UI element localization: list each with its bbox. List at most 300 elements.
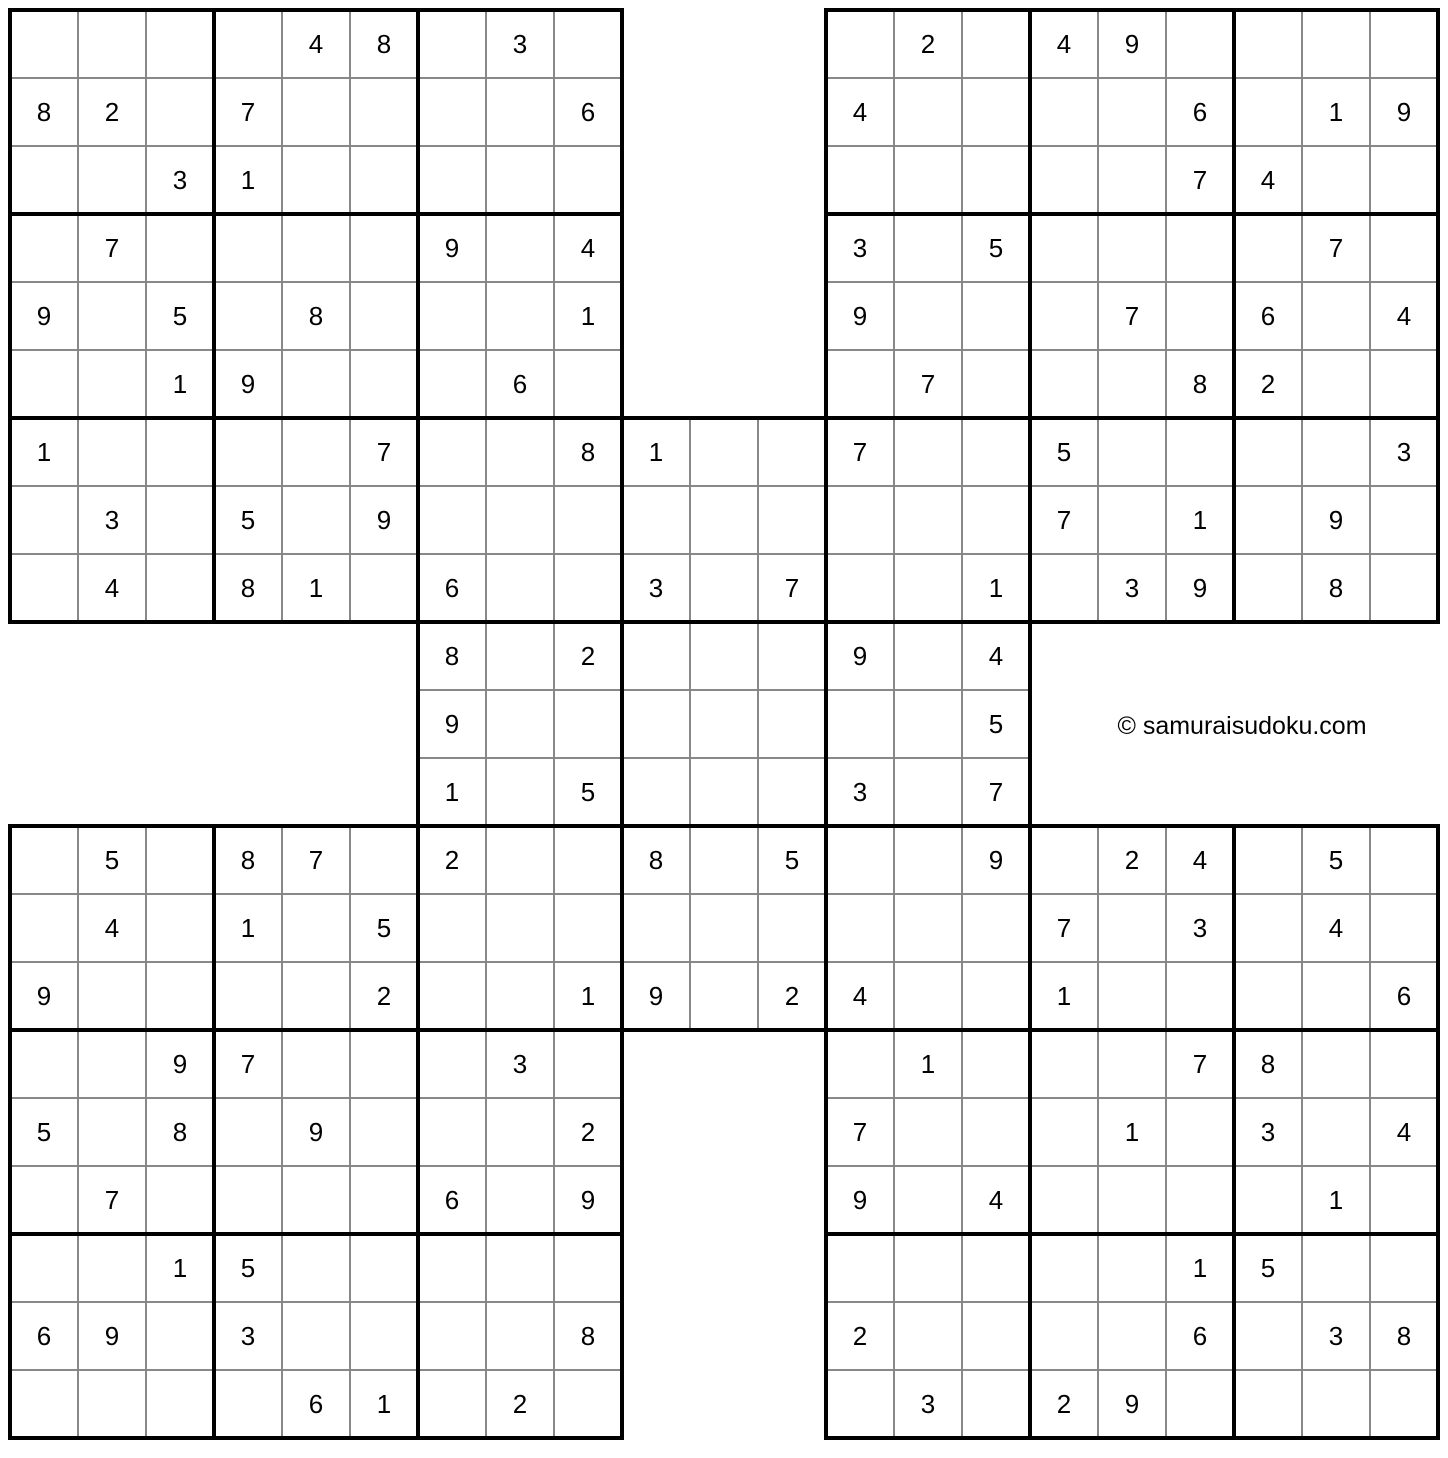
sudoku-cell[interactable] — [1030, 282, 1098, 350]
sudoku-cell[interactable] — [894, 1098, 962, 1166]
sudoku-cell[interactable] — [894, 78, 962, 146]
given-digit: 2 — [580, 641, 596, 671]
given-digit: 2 — [1124, 845, 1140, 875]
sudoku-cell[interactable] — [826, 894, 894, 962]
sudoku-cell[interactable] — [1234, 214, 1302, 282]
given-digit: 4 — [1396, 1117, 1412, 1147]
sudoku-cell[interactable] — [826, 1030, 894, 1098]
sudoku-cell[interactable] — [1234, 962, 1302, 1030]
sudoku-cell[interactable] — [350, 1234, 418, 1302]
sudoku-cell[interactable] — [690, 554, 758, 622]
sudoku-cell[interactable] — [758, 690, 826, 758]
sudoku-cell[interactable] — [282, 894, 350, 962]
sudoku-cell[interactable] — [486, 418, 554, 486]
sudoku-cell[interactable] — [10, 214, 78, 282]
sudoku-cell[interactable] — [962, 146, 1030, 214]
sudoku-cell[interactable] — [826, 554, 894, 622]
sudoku-cell[interactable] — [146, 78, 214, 146]
sudoku-cell[interactable] — [486, 758, 554, 826]
sudoku-cell[interactable] — [690, 826, 758, 894]
sudoku-cell[interactable] — [1234, 1370, 1302, 1438]
sudoku-cell[interactable] — [1370, 1166, 1438, 1234]
sudoku-cell[interactable] — [894, 282, 962, 350]
sudoku-cell[interactable] — [10, 1370, 78, 1438]
sudoku-cell[interactable] — [1030, 1098, 1098, 1166]
sudoku-cell[interactable] — [1098, 350, 1166, 418]
sudoku-cell[interactable] — [894, 146, 962, 214]
sudoku-cell[interactable] — [962, 78, 1030, 146]
sudoku-cell[interactable] — [894, 1234, 962, 1302]
sudoku-cell[interactable] — [1370, 10, 1438, 78]
sudoku-cell[interactable] — [1030, 554, 1098, 622]
sudoku-cell[interactable] — [350, 146, 418, 214]
sudoku-cell[interactable] — [282, 418, 350, 486]
sudoku-cell[interactable] — [146, 1166, 214, 1234]
sudoku-cell[interactable] — [10, 486, 78, 554]
given-digit: 3 — [1124, 573, 1140, 603]
sudoku-cell[interactable] — [690, 486, 758, 554]
sudoku-cell[interactable] — [962, 418, 1030, 486]
sudoku-cell[interactable] — [1098, 1234, 1166, 1302]
sudoku-cell[interactable] — [690, 418, 758, 486]
sudoku-cell[interactable] — [554, 146, 622, 214]
sudoku-cell[interactable] — [1166, 1098, 1234, 1166]
given-digit: 6 — [1396, 981, 1412, 1011]
sudoku-cell[interactable] — [146, 894, 214, 962]
sudoku-cell[interactable] — [418, 350, 486, 418]
sudoku-cell[interactable] — [418, 486, 486, 554]
sudoku-cell[interactable] — [894, 214, 962, 282]
given-digit: 9 — [1328, 505, 1344, 535]
sudoku-cell[interactable] — [486, 1302, 554, 1370]
sudoku-cell[interactable] — [1166, 418, 1234, 486]
sudoku-cell[interactable] — [1234, 486, 1302, 554]
sudoku-cell[interactable] — [1030, 1030, 1098, 1098]
given-digit: 1 — [240, 913, 256, 943]
given-digit: 8 — [36, 97, 52, 127]
sudoku-cell[interactable] — [78, 350, 146, 418]
given-digit: 1 — [580, 981, 596, 1011]
sudoku-cell[interactable] — [486, 690, 554, 758]
given-digit: 7 — [104, 1185, 120, 1215]
sudoku-cell[interactable] — [78, 1370, 146, 1438]
sudoku-cell[interactable] — [1098, 214, 1166, 282]
sudoku-cell[interactable] — [214, 962, 282, 1030]
sudoku-cell[interactable] — [1030, 1234, 1098, 1302]
sudoku-cell[interactable] — [758, 758, 826, 826]
sudoku-cell[interactable] — [1234, 554, 1302, 622]
sudoku-cell[interactable] — [962, 1234, 1030, 1302]
given-digit: 7 — [308, 845, 324, 875]
sudoku-cell[interactable] — [214, 214, 282, 282]
sudoku-cell[interactable] — [418, 1234, 486, 1302]
sudoku-cell[interactable] — [826, 826, 894, 894]
sudoku-cell[interactable] — [146, 554, 214, 622]
sudoku-cell[interactable] — [622, 894, 690, 962]
sudoku-cell[interactable] — [214, 1370, 282, 1438]
sudoku-cell[interactable] — [78, 10, 146, 78]
sudoku-cell[interactable] — [282, 486, 350, 554]
sudoku-cell[interactable] — [894, 418, 962, 486]
sudoku-cell[interactable] — [554, 894, 622, 962]
sudoku-cell[interactable] — [418, 282, 486, 350]
sudoku-cell[interactable] — [350, 1030, 418, 1098]
sudoku-cell[interactable] — [1234, 418, 1302, 486]
sudoku-cell[interactable] — [758, 486, 826, 554]
given-digit: 4 — [988, 641, 1004, 671]
sudoku-cell[interactable] — [1370, 350, 1438, 418]
given-digit: 5 — [988, 709, 1004, 739]
given-digit: 8 — [240, 845, 256, 875]
sudoku-cell[interactable] — [350, 350, 418, 418]
sudoku-cell[interactable] — [1030, 350, 1098, 418]
sudoku-cell[interactable] — [962, 894, 1030, 962]
sudoku-cell[interactable] — [486, 486, 554, 554]
sudoku-cell[interactable] — [214, 10, 282, 78]
sudoku-cell[interactable] — [486, 622, 554, 690]
given-digit: 6 — [1260, 301, 1276, 331]
sudoku-cell[interactable] — [350, 78, 418, 146]
sudoku-cell[interactable] — [486, 214, 554, 282]
given-digit: 5 — [1260, 1253, 1276, 1283]
sudoku-cell[interactable] — [418, 10, 486, 78]
sudoku-cell[interactable] — [350, 826, 418, 894]
sudoku-cell[interactable] — [1370, 894, 1438, 962]
sudoku-cell[interactable] — [962, 282, 1030, 350]
sudoku-cell[interactable] — [1234, 894, 1302, 962]
sudoku-cell[interactable] — [1098, 418, 1166, 486]
sudoku-cell[interactable] — [10, 146, 78, 214]
given-digit: 5 — [240, 505, 256, 535]
sudoku-cell[interactable] — [1370, 146, 1438, 214]
sudoku-cell[interactable] — [282, 78, 350, 146]
sudoku-cell[interactable] — [1166, 1370, 1234, 1438]
given-digit: 9 — [308, 1117, 324, 1147]
given-digit: 4 — [1260, 165, 1276, 195]
sudoku-cell[interactable] — [690, 622, 758, 690]
sudoku-cell[interactable] — [1234, 826, 1302, 894]
sudoku-cell[interactable] — [78, 1098, 146, 1166]
given-digit: 2 — [104, 97, 120, 127]
sudoku-cell[interactable] — [1302, 350, 1370, 418]
sudoku-cell[interactable] — [418, 962, 486, 1030]
sudoku-cell[interactable] — [826, 1234, 894, 1302]
sudoku-cell[interactable] — [1166, 10, 1234, 78]
given-digit: 3 — [1192, 913, 1208, 943]
given-digit: 9 — [648, 981, 664, 1011]
sudoku-cell[interactable] — [554, 10, 622, 78]
given-digit: 3 — [648, 573, 664, 603]
sudoku-cell[interactable] — [214, 1166, 282, 1234]
sudoku-cell[interactable] — [10, 554, 78, 622]
sudoku-cell[interactable] — [418, 1370, 486, 1438]
sudoku-cell[interactable] — [1166, 214, 1234, 282]
given-digit: 3 — [852, 233, 868, 263]
sudoku-cell[interactable] — [826, 690, 894, 758]
sudoku-cell[interactable] — [758, 622, 826, 690]
sudoku-cell[interactable] — [1166, 282, 1234, 350]
sudoku-cell[interactable] — [962, 10, 1030, 78]
sudoku-cell[interactable] — [1098, 78, 1166, 146]
sudoku-cell[interactable] — [894, 486, 962, 554]
sudoku-cell[interactable] — [486, 962, 554, 1030]
sudoku-cell[interactable] — [282, 146, 350, 214]
given-digit: 1 — [580, 301, 596, 331]
sudoku-cell[interactable] — [418, 894, 486, 962]
sudoku-cell[interactable] — [486, 1098, 554, 1166]
sudoku-cell[interactable] — [690, 962, 758, 1030]
given-digit: 6 — [308, 1389, 324, 1419]
sudoku-cell[interactable] — [350, 1302, 418, 1370]
sudoku-cell[interactable] — [1098, 1166, 1166, 1234]
sudoku-cell[interactable] — [350, 214, 418, 282]
sudoku-cell[interactable] — [350, 282, 418, 350]
given-digit: 5 — [36, 1117, 52, 1147]
sudoku-cell[interactable] — [146, 10, 214, 78]
sudoku-cell[interactable] — [1098, 894, 1166, 962]
sudoku-cell[interactable] — [78, 1234, 146, 1302]
sudoku-cell[interactable] — [350, 554, 418, 622]
sudoku-cell[interactable] — [554, 690, 622, 758]
sudoku-cell[interactable] — [282, 350, 350, 418]
sudoku-cell[interactable] — [554, 554, 622, 622]
sudoku-cell[interactable] — [146, 486, 214, 554]
sudoku-cell[interactable] — [214, 282, 282, 350]
sudoku-cell[interactable] — [78, 146, 146, 214]
sudoku-cell[interactable] — [146, 962, 214, 1030]
sudoku-cell[interactable] — [78, 282, 146, 350]
given-digit: 8 — [580, 1321, 596, 1351]
given-digit: 7 — [1056, 505, 1072, 535]
sudoku-cell[interactable] — [146, 418, 214, 486]
sudoku-cell[interactable] — [282, 214, 350, 282]
given-digit: 1 — [444, 777, 460, 807]
sudoku-cell[interactable] — [1302, 418, 1370, 486]
given-digit: 1 — [920, 1049, 936, 1079]
sudoku-cell[interactable] — [1234, 1166, 1302, 1234]
sudoku-cell[interactable] — [1234, 78, 1302, 146]
sudoku-cell[interactable] — [826, 486, 894, 554]
sudoku-cell[interactable] — [78, 1030, 146, 1098]
given-digit: 7 — [1192, 165, 1208, 195]
sudoku-cell[interactable] — [486, 146, 554, 214]
given-digit: 9 — [172, 1049, 188, 1079]
given-digit: 6 — [1192, 1321, 1208, 1351]
sudoku-cell[interactable] — [1098, 486, 1166, 554]
sudoku-cell[interactable] — [1030, 1166, 1098, 1234]
sudoku-cell[interactable] — [418, 78, 486, 146]
given-digit: 4 — [1192, 845, 1208, 875]
sudoku-cell[interactable] — [1098, 962, 1166, 1030]
sudoku-cell[interactable] — [1098, 1030, 1166, 1098]
sudoku-cell[interactable] — [554, 486, 622, 554]
sudoku-cell[interactable] — [962, 486, 1030, 554]
sudoku-cell[interactable] — [1370, 1030, 1438, 1098]
sudoku-cell[interactable] — [1098, 1302, 1166, 1370]
sudoku-cell[interactable] — [1166, 1166, 1234, 1234]
sudoku-cell[interactable] — [690, 758, 758, 826]
sudoku-cell[interactable] — [282, 1234, 350, 1302]
sudoku-cell[interactable] — [486, 554, 554, 622]
sudoku-cell[interactable] — [894, 826, 962, 894]
sudoku-cell[interactable] — [146, 214, 214, 282]
given-digit: 5 — [240, 1253, 256, 1283]
sudoku-cell[interactable] — [1302, 10, 1370, 78]
sudoku-cell[interactable] — [214, 418, 282, 486]
given-digit: 1 — [1192, 1253, 1208, 1283]
sudoku-cell[interactable] — [282, 962, 350, 1030]
sudoku-cell[interactable] — [894, 622, 962, 690]
sudoku-cell[interactable] — [10, 10, 78, 78]
sudoku-cell[interactable] — [10, 1234, 78, 1302]
given-digit: 3 — [104, 505, 120, 535]
given-digit: 7 — [1056, 913, 1072, 943]
given-digit: 7 — [376, 437, 392, 467]
given-digit: 7 — [240, 97, 256, 127]
given-digit: 1 — [1192, 505, 1208, 535]
sudoku-cell[interactable] — [10, 1030, 78, 1098]
sudoku-cell[interactable] — [1302, 1098, 1370, 1166]
sudoku-cell[interactable] — [1234, 1302, 1302, 1370]
given-digit: 2 — [1056, 1389, 1072, 1419]
sudoku-cell[interactable] — [1302, 146, 1370, 214]
sudoku-cell[interactable] — [418, 418, 486, 486]
sudoku-cell[interactable] — [418, 1030, 486, 1098]
sudoku-cell[interactable] — [486, 894, 554, 962]
sudoku-cell[interactable] — [894, 758, 962, 826]
sudoku-cell[interactable] — [554, 1030, 622, 1098]
sudoku-cell[interactable] — [894, 1302, 962, 1370]
sudoku-cell[interactable] — [146, 826, 214, 894]
sudoku-cell[interactable] — [486, 1234, 554, 1302]
sudoku-cell[interactable] — [1030, 78, 1098, 146]
sudoku-cell[interactable] — [758, 418, 826, 486]
sudoku-cell[interactable] — [962, 350, 1030, 418]
sudoku-cell[interactable] — [1370, 1234, 1438, 1302]
given-digit: 3 — [240, 1321, 256, 1351]
sudoku-cell[interactable] — [826, 1370, 894, 1438]
sudoku-cell[interactable] — [486, 282, 554, 350]
sudoku-cell[interactable] — [1370, 826, 1438, 894]
sudoku-cell[interactable] — [1030, 1302, 1098, 1370]
sudoku-cell[interactable] — [826, 146, 894, 214]
sudoku-cell[interactable] — [1302, 282, 1370, 350]
given-digit: 2 — [784, 981, 800, 1011]
sudoku-cell[interactable] — [622, 486, 690, 554]
sudoku-cell[interactable] — [962, 1030, 1030, 1098]
given-digit: 7 — [1328, 233, 1344, 263]
sudoku-cell[interactable] — [894, 962, 962, 1030]
given-digit: 5 — [988, 233, 1004, 263]
sudoku-cell[interactable] — [894, 894, 962, 962]
given-digit: 4 — [1396, 301, 1412, 331]
sudoku-cell[interactable] — [962, 1098, 1030, 1166]
sudoku-cell[interactable] — [554, 1370, 622, 1438]
sudoku-cell[interactable] — [962, 1370, 1030, 1438]
sudoku-cell[interactable] — [1234, 10, 1302, 78]
sudoku-cell[interactable] — [214, 1098, 282, 1166]
sudoku-cell[interactable] — [146, 1370, 214, 1438]
sudoku-cell[interactable] — [622, 758, 690, 826]
sudoku-cell[interactable] — [486, 78, 554, 146]
sudoku-cell[interactable] — [1302, 1234, 1370, 1302]
sudoku-cell[interactable] — [146, 1302, 214, 1370]
sudoku-cell[interactable] — [758, 894, 826, 962]
sudoku-cell[interactable] — [554, 826, 622, 894]
sudoku-cell[interactable] — [78, 418, 146, 486]
given-digit: 9 — [1396, 97, 1412, 127]
sudoku-cell[interactable] — [894, 1166, 962, 1234]
sudoku-cell[interactable] — [418, 1302, 486, 1370]
sudoku-cell[interactable] — [1370, 486, 1438, 554]
given-digit: 5 — [104, 845, 120, 875]
sudoku-cell[interactable] — [554, 350, 622, 418]
sudoku-cell[interactable] — [1166, 962, 1234, 1030]
sudoku-cell[interactable] — [1370, 1370, 1438, 1438]
sudoku-cell[interactable] — [350, 1166, 418, 1234]
sudoku-cell[interactable] — [350, 1098, 418, 1166]
given-digit: 7 — [784, 573, 800, 603]
sudoku-cell[interactable] — [826, 350, 894, 418]
sudoku-cell[interactable] — [1370, 554, 1438, 622]
sudoku-cell[interactable] — [622, 690, 690, 758]
sudoku-cell[interactable] — [486, 826, 554, 894]
sudoku-cell[interactable] — [622, 622, 690, 690]
given-digit: 1 — [648, 437, 664, 467]
sudoku-cell[interactable] — [962, 962, 1030, 1030]
sudoku-cell[interactable] — [1302, 1030, 1370, 1098]
sudoku-cell[interactable] — [1030, 826, 1098, 894]
given-digit: 2 — [852, 1321, 868, 1351]
given-digit: 6 — [580, 97, 596, 127]
given-digit: 4 — [580, 233, 596, 263]
sudoku-cell[interactable] — [894, 554, 962, 622]
sudoku-cell[interactable] — [554, 1234, 622, 1302]
sudoku-cell[interactable] — [1302, 1370, 1370, 1438]
given-digit: 8 — [1396, 1321, 1412, 1351]
sudoku-cell[interactable] — [418, 146, 486, 214]
sudoku-cell[interactable] — [894, 690, 962, 758]
given-digit: 2 — [512, 1389, 528, 1419]
sudoku-cell[interactable] — [1098, 146, 1166, 214]
given-digit: 9 — [1124, 1389, 1140, 1419]
sudoku-cell[interactable] — [486, 1166, 554, 1234]
sudoku-cell[interactable] — [1370, 214, 1438, 282]
sudoku-cell[interactable] — [282, 1302, 350, 1370]
sudoku-cell[interactable] — [690, 894, 758, 962]
given-digit: 1 — [1328, 1185, 1344, 1215]
sudoku-cell[interactable] — [10, 894, 78, 962]
sudoku-cell[interactable] — [962, 1302, 1030, 1370]
sudoku-cell[interactable] — [282, 1030, 350, 1098]
given-digit: 1 — [36, 437, 52, 467]
given-digit: 7 — [988, 777, 1004, 807]
sudoku-cell[interactable] — [1030, 214, 1098, 282]
sudoku-cell[interactable] — [10, 350, 78, 418]
sudoku-cell[interactable] — [10, 1166, 78, 1234]
given-digit: 3 — [920, 1389, 936, 1419]
sudoku-cell[interactable] — [1030, 146, 1098, 214]
given-digit: 9 — [1124, 29, 1140, 59]
sudoku-cell[interactable] — [690, 690, 758, 758]
given-digit: 6 — [1192, 97, 1208, 127]
sudoku-cell[interactable] — [826, 10, 894, 78]
sudoku-cell[interactable] — [1302, 962, 1370, 1030]
sudoku-cell[interactable] — [10, 826, 78, 894]
sudoku-cell[interactable] — [418, 1098, 486, 1166]
sudoku-cell[interactable] — [282, 1166, 350, 1234]
sudoku-cell[interactable] — [78, 962, 146, 1030]
